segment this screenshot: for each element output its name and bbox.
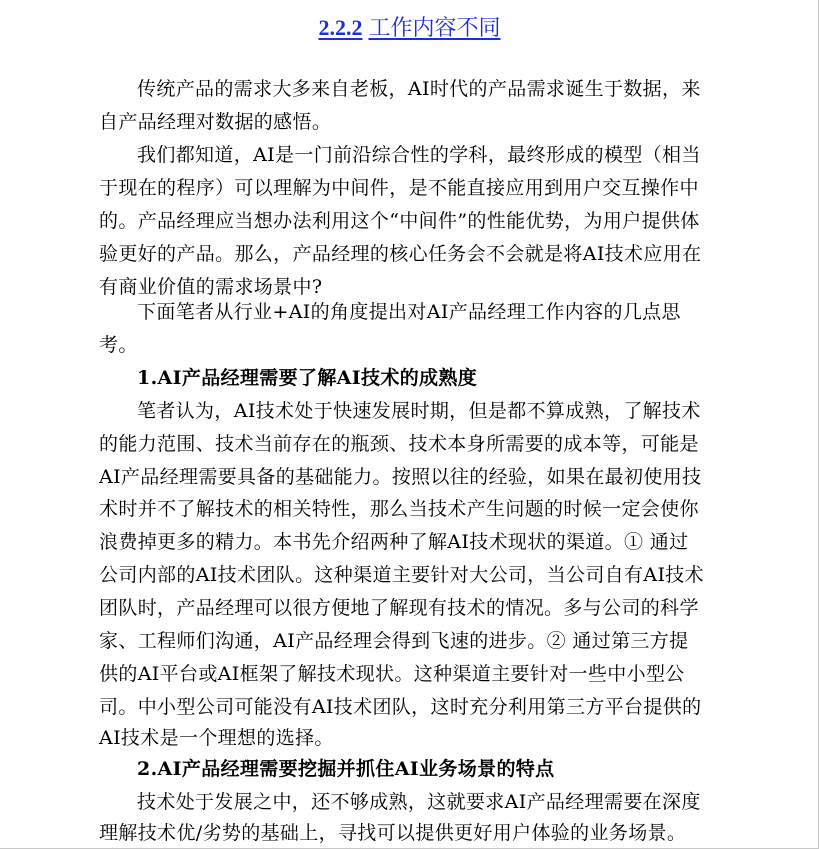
paragraph-line: 团队时，产品经理可以很方便地了解现有技术的情况。多与公司的科学	[99, 597, 699, 619]
paragraph-line: 考。	[99, 334, 138, 356]
paragraph-line: 浪费掉更多的精力。本书先介绍两种了解AI技术现状的渠道。① 通过	[99, 531, 689, 553]
paragraph-line: 自产品经理对数据的感悟。	[99, 111, 332, 133]
section-number: 2.2.2	[318, 15, 363, 40]
paragraph-line: AI产品经理需要具备的基础能力。按照以往的经验，如果在最初使用技	[99, 466, 702, 488]
subheading-2: 2.AI产品经理需要挖掘并抓住AI业务场景的特点	[137, 758, 555, 780]
paragraph-line: 笔者认为，AI技术处于快速发展时期，但是都不算成熟，了解技术	[137, 400, 701, 422]
paragraph-line: 的能力范围、技术当前存在的瓶颈、技术本身所需要的成本等，可能是	[99, 433, 699, 455]
paragraph-line: 公司内部的AI技术团队。这种渠道主要针对大公司，当公司自有AI技术	[99, 564, 705, 586]
paragraph-line: 的。产品经理应当想办法利用这个“中间件”的性能优势，为用户提供体	[99, 210, 700, 232]
paragraph-line: 验更好的产品。那么，产品经理的核心任务会不会就是将AI技术应用在	[99, 243, 702, 265]
paragraph-line: 家、工程师们沟通，AI产品经理会得到飞速的进步。② 通过第三方提	[99, 630, 689, 652]
paragraph-line: 于现在的程序）可以理解为中间件，是不能直接应用到用户交互操作中	[99, 177, 699, 199]
paragraph-line: 下面笔者从行业+AI的角度提出对AI产品经理工作内容的几点思	[137, 301, 681, 323]
section-heading[interactable]	[0, 13, 819, 44]
paragraph-line: 供的AI平台或AI框架了解技术现状。这种渠道主要针对一些中小型公	[99, 663, 685, 685]
paragraph-line: 理解技术优/劣势的基础上，寻找可以提供更好用户体验的业务场景。	[99, 822, 687, 844]
paragraph-line: 术时并不了解技术的相关特性，那么当技术产生问题的时候一定会使你	[99, 498, 699, 520]
section-title: 工作内容不同	[368, 16, 501, 41]
paragraph-line: 司。中小型公司可能没有AI技术团队，这时充分利用第三方平台提供的	[99, 696, 702, 718]
paragraph-line: 传统产品的需求大多来自老板，AI时代的产品需求诞生于数据，来	[137, 78, 701, 100]
paragraph-line: AI技术是一个理想的选择。	[99, 727, 334, 749]
paragraph-line: 我们都知道，AI是一门前沿综合性的学科，最终形成的模型（相当	[137, 144, 701, 166]
paragraph-line: 有商业价值的需求场景中?	[99, 276, 323, 298]
paragraph-line: 技术处于发展之中，还不够成熟，这就要求AI产品经理需要在深度	[137, 791, 701, 813]
subheading-1: 1.AI产品经理需要了解AI技术的成熟度	[137, 367, 478, 389]
